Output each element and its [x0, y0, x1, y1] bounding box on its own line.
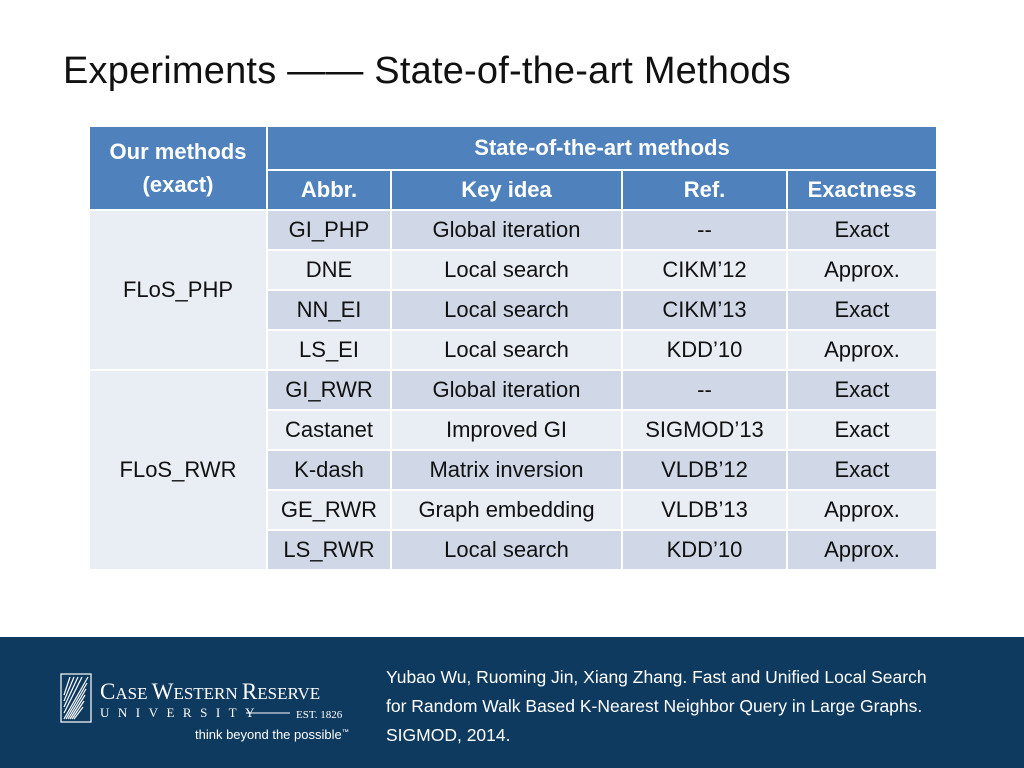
cell-exactness: Approx.	[787, 250, 937, 290]
cell-idea: Local search	[391, 250, 622, 290]
cell-abbr: LS_EI	[267, 330, 391, 370]
cell-abbr: GI_PHP	[267, 210, 391, 250]
cell-ref: KDD’10	[622, 530, 787, 570]
column-header-exactness: Exactness	[787, 170, 937, 210]
cell-ref: --	[622, 210, 787, 250]
logo-tagline: think beyond the possible™	[195, 727, 349, 742]
cell-ref: CIKM’13	[622, 290, 787, 330]
state-of-the-art-header: State-of-the-art methods	[267, 126, 937, 170]
cell-ref: VLDB’13	[622, 490, 787, 530]
cell-exactness: Exact	[787, 450, 937, 490]
cell-idea: Local search	[391, 290, 622, 330]
footer-bar	[0, 637, 1024, 768]
citation-line-3: SIGMOD, 2014.	[386, 725, 511, 745]
cell-exactness: Exact	[787, 410, 937, 450]
cell-idea: Local search	[391, 530, 622, 570]
methods-table	[88, 125, 938, 571]
our-methods-header-line1: Our methods	[109, 139, 247, 164]
leaf-icon	[61, 674, 91, 722]
cell-ref: SIGMOD’13	[622, 410, 787, 450]
table-body	[89, 210, 937, 570]
logo-wordmark: CASE WESTERN RESERVE	[100, 679, 321, 704]
cell-exactness: Exact	[787, 290, 937, 330]
logo-established: EST. 1826	[296, 709, 343, 721]
cell-abbr: K-dash	[267, 450, 391, 490]
cell-abbr: Castanet	[267, 410, 391, 450]
citation-line-2: for Random Walk Based K-Nearest Neighbor Query in Large Graphs.	[386, 696, 923, 716]
our-method-cell: FLoS_PHP	[89, 210, 267, 370]
cell-exactness: Approx.	[787, 330, 937, 370]
our-method-cell: FLoS_RWR	[89, 370, 267, 570]
column-header-key-idea: Key idea	[391, 170, 622, 210]
cell-abbr: GI_RWR	[267, 370, 391, 410]
column-header-abbr: Abbr.	[267, 170, 391, 210]
cell-abbr: GE_RWR	[267, 490, 391, 530]
logo-university: UNIVERSITY	[100, 705, 263, 720]
cell-abbr: NN_EI	[267, 290, 391, 330]
cell-exactness: Exact	[787, 210, 937, 250]
citation-line-1: Yubao Wu, Ruoming Jin, Xiang Zhang. Fast and Unified Local Search	[386, 667, 927, 687]
cell-abbr: DNE	[267, 250, 391, 290]
cell-ref: VLDB’12	[622, 450, 787, 490]
table-row	[89, 370, 937, 410]
cell-idea: Local search	[391, 330, 622, 370]
cell-idea: Global iteration	[391, 370, 622, 410]
cell-exactness: Exact	[787, 370, 937, 410]
cell-idea: Improved GI	[391, 410, 622, 450]
citation-text	[386, 663, 1016, 750]
table-row	[89, 210, 937, 250]
cell-ref: KDD’10	[622, 330, 787, 370]
slide-title: Experiments —— State-of-the-art Methods	[63, 50, 791, 92]
cell-idea: Graph embedding	[391, 490, 622, 530]
cell-abbr: LS_RWR	[267, 530, 391, 570]
cell-ref: --	[622, 370, 787, 410]
cell-idea: Global iteration	[391, 210, 622, 250]
our-methods-header-line2: (exact)	[142, 172, 214, 197]
column-header-ref: Ref.	[622, 170, 787, 210]
cell-ref: CIKM’12	[622, 250, 787, 290]
university-logo	[60, 673, 350, 745]
cell-exactness: Approx.	[787, 530, 937, 570]
our-methods-header	[89, 126, 267, 210]
cell-idea: Matrix inversion	[391, 450, 622, 490]
cell-exactness: Approx.	[787, 490, 937, 530]
